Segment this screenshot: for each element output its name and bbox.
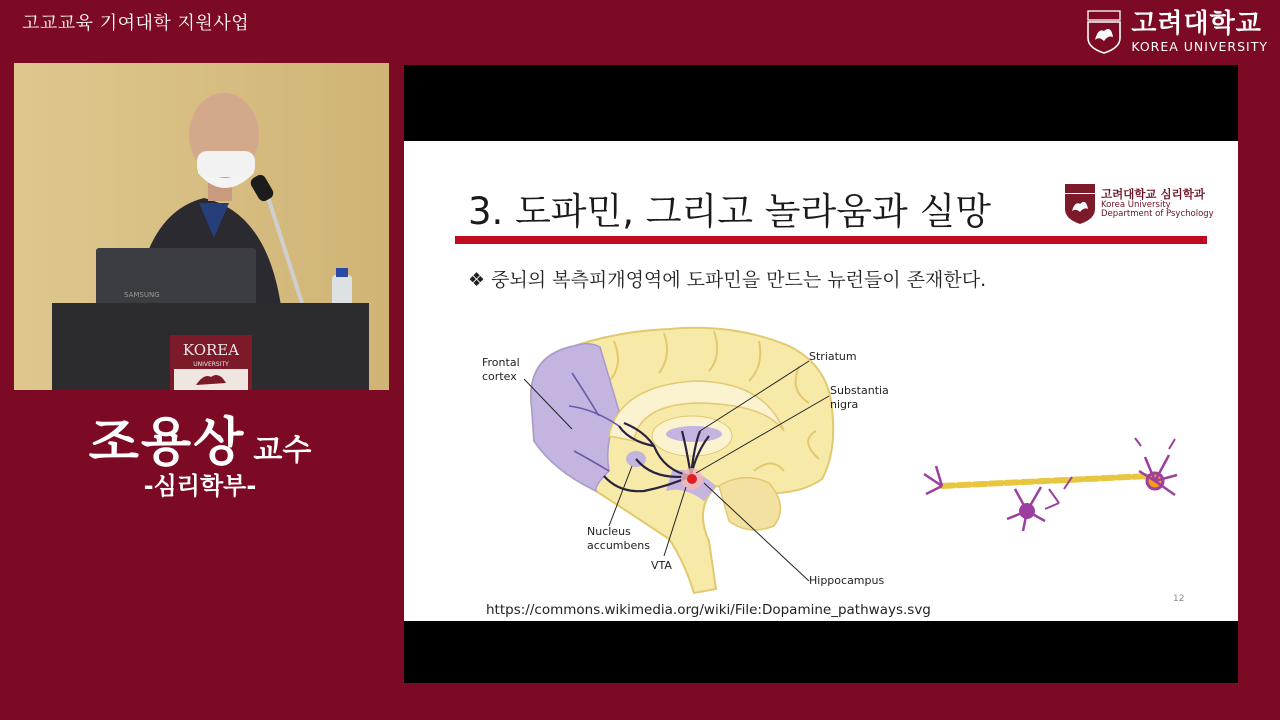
label-striatum: Striatum (809, 350, 857, 363)
department-name-kr: 고려대학교 심리학과 (1101, 187, 1205, 202)
speaker-scene (14, 63, 389, 390)
program-title: 고교교육 기여대학 지원사업 (22, 13, 250, 34)
university-brand (1087, 10, 1268, 54)
dopamine-pathway-diagram (404, 141, 1238, 621)
department-name-en-1: Korea University (1101, 199, 1171, 210)
bullet-text: 중뇌의 복측피개영역에 도파민을 만드는 뉴런들이 존재한다. (491, 269, 987, 291)
diamond-bullet-icon: ❖ (468, 269, 486, 291)
university-crest-icon (1087, 10, 1121, 54)
slide-page-number: 12 (1173, 594, 1185, 604)
speaker-name: 조용상 (88, 413, 246, 473)
label-frontal-cortex: Frontal cortex (482, 356, 520, 383)
label-hippocampus: Hippocampus (809, 574, 885, 587)
laptop-brand: SAMSUNG (124, 291, 160, 299)
university-name-kr: 고려대학교 (1131, 8, 1262, 39)
neuron-chain-illustration (924, 438, 1177, 531)
label-nucleus-accumbens: Nucleus accumbens (587, 525, 650, 552)
podium-text-top: KOREA (182, 341, 240, 359)
podium-text-bottom: UNIVERSITY (193, 361, 229, 368)
speaker-name-block (0, 400, 400, 475)
university-name-en: KOREA UNIVERSITY (1131, 38, 1268, 54)
department-name-en-2: Department of Psychology (1101, 209, 1214, 220)
speaker-title: 교수 (253, 433, 312, 468)
lecture-slide (404, 141, 1238, 621)
label-vta: VTA (651, 559, 672, 572)
slide-title: 3. 도파민, 그리고 놀라움과 실망 (468, 190, 992, 233)
speaker-video (14, 63, 389, 390)
speaker-department: -심리학부- (143, 472, 257, 500)
source-url: https://commons.wikimedia.org/wiki/File:Dopamine_pathways.svg (486, 602, 931, 618)
laptop (96, 248, 256, 306)
label-substantia-nigra: Substantia nigra (830, 384, 889, 411)
